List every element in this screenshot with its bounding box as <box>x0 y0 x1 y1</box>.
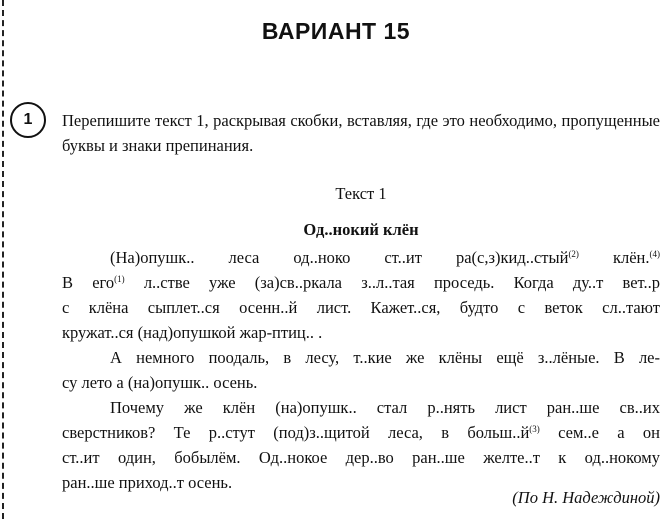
text-source: (По Н. Надеждиной) <box>512 488 660 507</box>
story-title: Од..нокий клён <box>303 220 419 239</box>
task-number-badge: 1 <box>10 102 46 138</box>
cut-line <box>2 0 4 519</box>
text-line-10: ран..ше приход..т осень. <box>62 473 233 492</box>
text-line-4: кружат..ся (над)опушкой жар-птиц.. . <box>62 323 323 342</box>
text-line-8: сверстников? Те р..стут (под)з..щитой леса, в $больш..й^{(3)}$ сем..е а он <box>62 423 660 442</box>
text-line-6: су лето а (на)опушк.. осень. <box>62 373 258 392</box>
text-line-7: Почему же клён (на)опушк.. стал р..нять лист ран..ше св..их <box>110 398 660 417</box>
text-label: Текст 1 <box>335 184 387 203</box>
variant-title: ВАРИАНТ 15 <box>261 18 411 44</box>
text-line-2: В его$^{(1)}$ л..стве уже (за)св..ркала з..л..тая проседь. Когда ду..т вет..р <box>62 273 660 292</box>
story-body <box>62 245 660 495</box>
text-line-5: А немного поодаль, в лесу, т..кие же клёны ещё з..лёные. В ле- <box>110 348 660 367</box>
task-instruction: Перепишите текст 1, раскрывая скобки, вставляя, где это необходимо, пропущенные буквы и знаки препинания. <box>62 111 660 155</box>
text-line-9: ст..ит один, бобылём. Од..нокое дер..во ран..ше желте..т к од..нокому <box>62 448 660 467</box>
text-line-3: с клёна сыплет..ся осенн..й лист. Кажет..ся, будто с веток сл..тают <box>62 298 660 317</box>
text-line-1: (На)опушк.. леса од..ноко ст..ит ра(с,з)кид..стый$^{(2)}$ клён.$^{(4)}$ <box>110 248 660 267</box>
